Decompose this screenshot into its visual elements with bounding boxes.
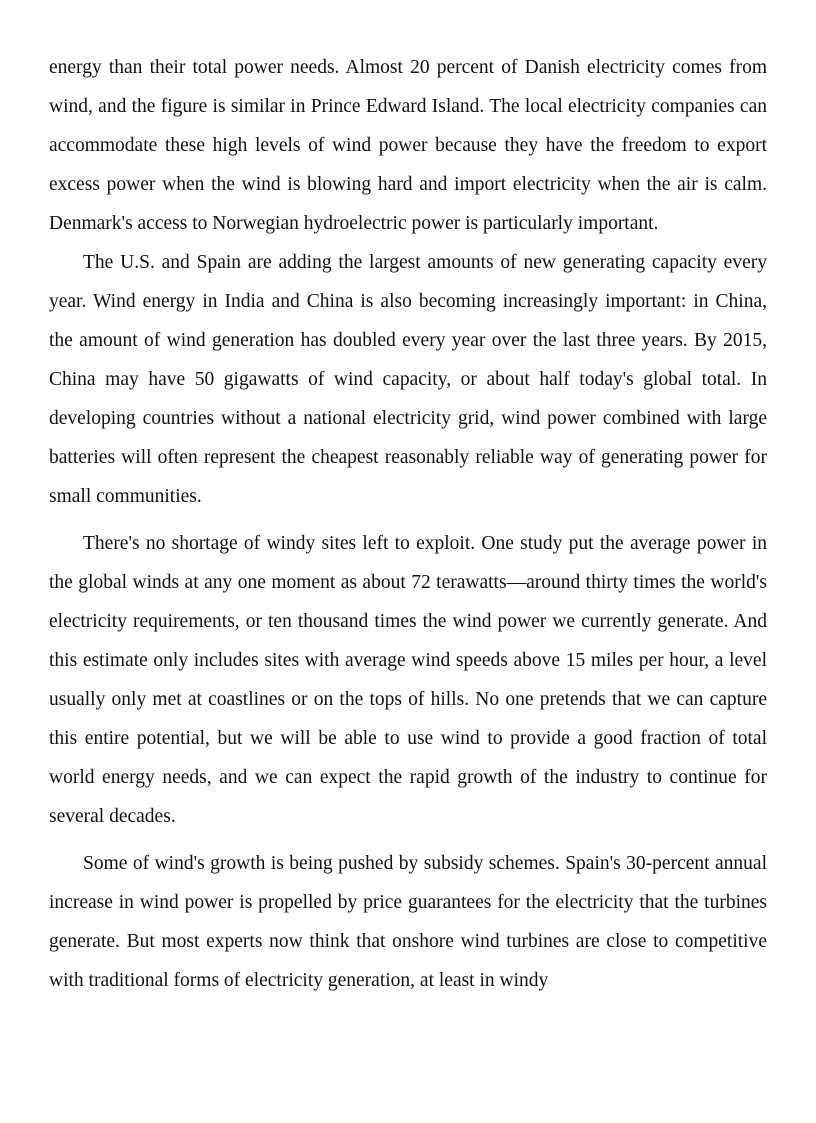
- paragraph-4: Some of wind's growth is being pushed by subsidy schemes. Spain's 30-percent annual increase in wind power is propelled by price guarantees for the electricity that the turbines generate. But most experts now think that onshore wind turbines are close to competitive with traditional forms of electricity generation, at least in windy: [49, 853, 767, 991]
- document-page: [49, 48, 767, 1000]
- paragraph-3: There's no shortage of windy sites left to exploit. One study put the average power in the global winds at any one moment as about 72 terawatts—around thirty times the world's electricity requirements, or ten thousand times the wind power we currently generate. And this estimate only includes sites with average wind speeds above 15 miles per hour, a level usually only met at coastlines or on the tops of hills. No one pretends that we can capture this entire potential, but we will be able to use wind to provide a good fraction of total world energy needs, and we can expect the rapid growth of the industry to continue for several decades.: [49, 533, 767, 827]
- paragraph-2: The U.S. and Spain are adding the largest amounts of new generating capacity every year. Wind energy in India and China is also becoming increasingly important: in China, the amount of wind generation has doubled every year over the last three years. By 2015, China may have 50 gigawatts of wind capacity, or about half today's global total. In developing countries without a national electricity grid, wind power combined with large batteries will often represent the cheapest reasonably reliable way of generating power for small communities.: [49, 252, 767, 507]
- paragraph-1: energy than their total power needs. Almost 20 percent of Danish electricity comes from wind, and the figure is similar in Prince Edward Island. The local electricity companies can accommodate these high levels of wind power because they have the freedom to export excess power when the wind is blowing hard and import electricity when the air is calm. Denmark's access to Norwegian hydroelectric power is particularly important.: [49, 57, 767, 234]
